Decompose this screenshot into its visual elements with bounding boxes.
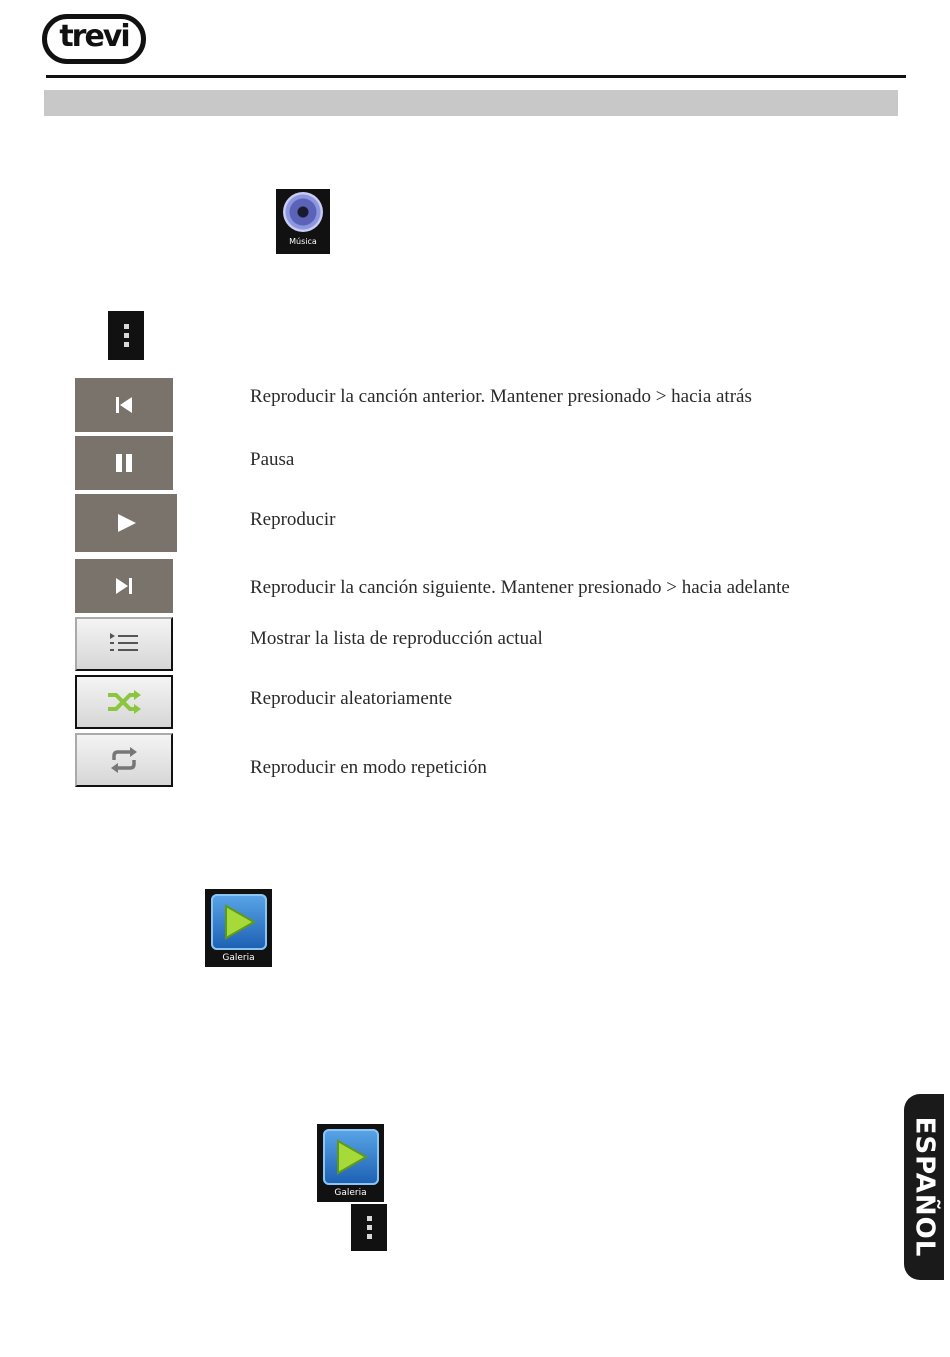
play-button[interactable] <box>75 494 177 552</box>
shuffle-icon <box>106 688 142 716</box>
logo-text: trevi <box>59 19 129 54</box>
previous-track-description: Reproducir la canción anterior. Mantener presionado > hacia atrás <box>250 386 752 407</box>
playlist-icon <box>108 631 140 657</box>
menu-dot-icon <box>367 1225 372 1230</box>
gallery-app-icon[interactable] <box>317 1124 384 1202</box>
play-icon <box>115 512 137 534</box>
menu-button[interactable] <box>108 311 144 360</box>
menu-dot-icon <box>124 342 129 347</box>
play-description: Reproducir <box>250 509 336 530</box>
menu-button[interactable] <box>351 1204 387 1251</box>
gallery-tile <box>211 894 267 950</box>
play-icon <box>222 904 256 940</box>
previous-track-icon <box>113 394 135 416</box>
header-rule <box>46 75 906 78</box>
next-track-button[interactable] <box>75 559 173 613</box>
menu-dot-icon <box>367 1234 372 1239</box>
playlist-button[interactable] <box>75 617 173 671</box>
language-label: ESPAÑOL <box>909 1116 939 1258</box>
menu-dot-icon <box>367 1216 372 1221</box>
pause-button[interactable] <box>75 436 173 490</box>
music-app-icon[interactable] <box>276 189 330 254</box>
gallery-app-label: Galeria <box>334 1188 367 1198</box>
pause-icon <box>113 452 135 474</box>
music-app-label: Música <box>289 237 317 246</box>
menu-dot-icon <box>124 324 129 329</box>
pause-description: Pausa <box>250 449 295 470</box>
trevi-logo <box>42 14 146 64</box>
section-title-band <box>44 90 898 116</box>
playlist-description: Mostrar la lista de reproducción actual <box>250 628 543 649</box>
play-icon <box>334 1139 368 1175</box>
repeat-description: Reproducir en modo repetición <box>250 757 487 778</box>
repeat-button[interactable] <box>75 733 173 787</box>
gallery-app-icon[interactable] <box>205 889 272 967</box>
repeat-icon <box>109 746 139 774</box>
shuffle-description: Reproducir aleatoriamente <box>250 688 453 709</box>
menu-dot-icon <box>124 333 129 338</box>
previous-track-button[interactable] <box>75 378 173 432</box>
language-side-tab <box>904 1094 944 1280</box>
speaker-icon <box>283 192 323 232</box>
gallery-app-label: Galeria <box>222 953 255 963</box>
shuffle-button[interactable] <box>75 675 173 729</box>
next-track-description: Reproducir la canción siguiente. Mantener presionado > hacia adelante <box>250 577 790 598</box>
next-track-icon <box>113 575 135 597</box>
gallery-tile <box>323 1129 379 1185</box>
